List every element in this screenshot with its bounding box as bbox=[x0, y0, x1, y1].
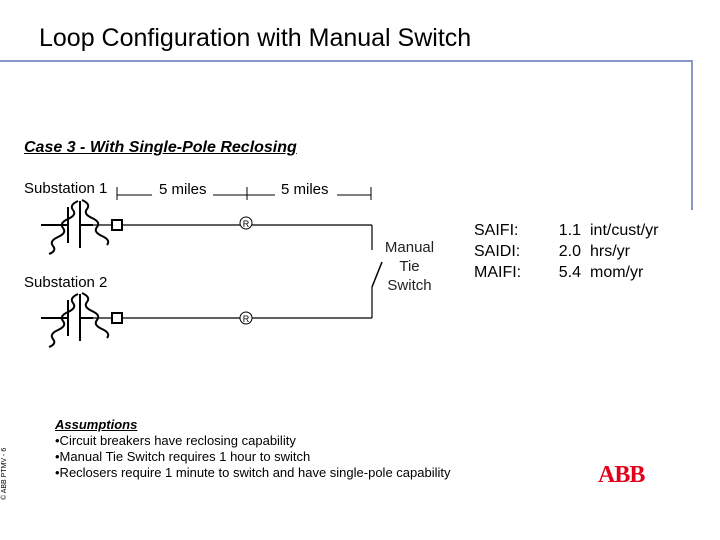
footer-copyright: © ABB PTMV - 6 bbox=[1, 447, 8, 500]
switch-label-line-2: Tie bbox=[399, 258, 420, 275]
recloser-1-label: R bbox=[242, 219, 250, 229]
manual-tie-switch-label bbox=[372, 238, 447, 295]
breaker-1-icon bbox=[112, 220, 122, 230]
saidi-unit: hrs/yr bbox=[590, 243, 630, 260]
saifi-name: SAIFI: bbox=[474, 222, 519, 239]
case-heading: Case 3 - With Single-Pole Reclosing bbox=[24, 139, 297, 156]
distance-dimension-lines bbox=[117, 187, 371, 200]
maifi-name: MAIFI: bbox=[474, 264, 522, 281]
switch-label-line-3: Switch bbox=[387, 277, 432, 294]
recloser-2-label: R bbox=[242, 314, 250, 324]
breaker-2-icon bbox=[112, 313, 122, 323]
substation-2-label: Substation 2 bbox=[24, 274, 108, 291]
saidi-name: SAIDI: bbox=[474, 243, 521, 260]
maifi-value: 5.4 bbox=[558, 264, 581, 281]
switch-label-line-1: Manual bbox=[384, 239, 435, 256]
saidi-value: 2.0 bbox=[558, 243, 581, 260]
reliability-index-names bbox=[474, 220, 521, 283]
page-title: Loop Configuration with Manual Switch bbox=[39, 24, 472, 52]
transformer-1-icon bbox=[41, 200, 108, 254]
assumptions-heading: Assumptions bbox=[55, 417, 138, 432]
reliability-index-units bbox=[590, 220, 658, 283]
substation-1-label: Substation 1 bbox=[24, 180, 108, 197]
assumption-item: •Reclosers require 1 minute to switch and have single-pole capability bbox=[55, 465, 451, 480]
maifi-unit: mom/yr bbox=[590, 264, 644, 281]
saifi-unit: int/cust/yr bbox=[590, 222, 659, 239]
transformer-2-icon bbox=[41, 293, 108, 347]
distance-label-1: 5 miles bbox=[159, 181, 207, 198]
reliability-index-values bbox=[551, 220, 581, 283]
assumption-item: •Circuit breakers have reclosing capability bbox=[55, 433, 296, 448]
assumption-item: •Manual Tie Switch requires 1 hour to switch bbox=[55, 449, 311, 464]
abb-logo: ABB bbox=[598, 462, 645, 488]
feeder-lines bbox=[93, 225, 372, 318]
assumptions-list bbox=[55, 433, 450, 481]
saifi-value: 1.1 bbox=[558, 222, 581, 239]
distance-label-2: 5 miles bbox=[281, 181, 329, 198]
